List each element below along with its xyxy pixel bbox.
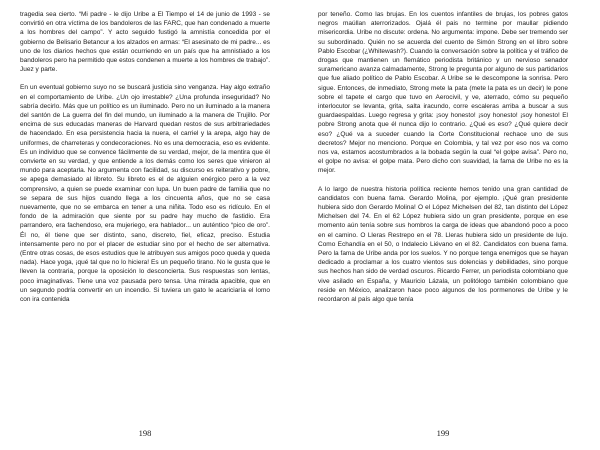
- right-page: [318, 10, 568, 438]
- paragraph: por teneño. Como las brujas. En los cuentos infantiles de brujas, los pobres gatos negros maúllan aterrorizados. Ojalá él pais no termine por maullar pidiendo misericordia. Uribe no discute: ordena. No argumenta: impone. Debe ser tremendo ser su subordinado. Quién no se acuerda del cuento de Simón Strong en el libro sobre Pablo Escobar (¿Whitewash?). Cuando la conversación sobre la política y el tráfico de drogas que mantienen un flemático periodista británico y un nervioso senador suramericano avanza calmadamente, Strong le pregunta por alguno de sus partidarios que fue aliado político de Pablo Escobar. A Uribe se le descompone la sonrisa. Pero sigue. Entonces, de inmediato, Strong mete la pata (mete la pata es un decir) le pone sobre el tapete el cargo que tuvo en Aerocivil, y ve, aterrado, cómo su pequeño interlocutor se levanta, grita, salta iracundo, corre escaleras arriba a buscar a sus guardaespaldas. Luego regresa y grita: ¡soy honesto! ¡soy honesto! ¡soy honesto! El pobre Strong anota que él nunca dijo lo contrario. ¿Qué es eso? ¿Qué quiere decir eso? ¿Qué va a suceder cuando la Corte Constitucional rechace uno de sus decretos? Mejor no menciono. Porque en Colombia, y tal vez por eso nos va como nos va, estamos acostumbrados a la bobada según la cual “el golpe avisa”. Pero no, el golpe no avisa: el golpe mata. Pero dicho con suavidad, la fama de Uribe no es la mejor.: [318, 11, 568, 175]
- left-page: [20, 10, 270, 438]
- left-page-body: [20, 10, 270, 304]
- paragraph: tragedia sea cierto. “Mi padre - le dijo Uribe a El Tiempo el 14 de junio de 1993 - se convirtió en otra víctima de los bandoleros de las FARC, que han condenado a muerte a los hombres del campo”. Y acto seguido fustigó la amnistía concedida por el gobierno de Belisario Betancur a los alzados en armas: “El asesinato de mi padre... es uno de los diarios hechos que están ocurriendo en un país que ha amnistiado a los bandoleros pero ha permitido que estos condenen a muerte a los hombres de trabajo”. Juez y parte.: [20, 11, 270, 74]
- right-page-body: [318, 10, 568, 304]
- page-number: 199: [436, 428, 450, 438]
- paragraph: En un eventual gobierno suyo no se buscará justicia sino venganza. Hay algo extraño en el comportamiento de Uribe. ¿Un ojo irrestable? ¿Una profunda inseguridad? No sabría decirlo. Más que un político es un iluminado. Pero no un iluminado a la manera del santón de La guerra del fin del mundo, un iluminado a la manera de Trujillo. Por encima de sus educadas maneras de Harvard quedan restos de sus arbitrariedades de hacendado. En esa persistencia hacia la nuera, el carriel y la arepa, algo hay de uniformes, de charreteras y condecoraciones. No es una democracia, eso es evidente. Es un individuo que se convence fácilmente de su verdad, mejor, de la mentira que él convierte en su verdad, y que entiende a los demás como los seres que vinieron al mundo para aceptarla. No argumenta con facilidad, su discurso es reiterativo y pobre, se apega demasiado al libreto. Su libreto es el de alguien enérgico pero a la vez comprensivo, a quien se puede examinar con lupa. Un buen padre de familia que no se separa de sus hijos cuando llega a los cincuenta años, que no se casa nuevamente, que no se embarca en tener a una niñita. Todo eso es ridículo. En el fondo de la admiración que siente por su padre hay mucho de fastidio. Era parrandero, era fachendoso, era mujeriego, era hablador... un auténtico “pico de oro”. Él no, él tiene que ser distinto, sano, discreto, fiel, eficaz, preciso. Estudia intensamente pero no por el placer de estudiar sino por el hecho de ser alternativa. (Entre otras cosas, de esos estudios que le atribuyen sus amigos poco queda y queda nada). Hace yoga, ¡qué tal que no lo hiciera! Es un pequeño tirano. No le gusta que le lleven la contraria, porque la oposición lo desconcierta. Sus respuestas son lentas, poco imaginativas. Tiene una voz pausada pero tensa. Una mirada apacible, que en un segundo podría convertir en un incendio. Si tuviera un gato le acariciaría el lomo con ira contenida: [20, 84, 270, 304]
- page-number: 198: [138, 428, 152, 438]
- paragraph: A lo largo de nuestra historia política reciente hemos tenido una gran cantidad de candidatos con buena fama. Gerardo Molina, por ejemplo. ¡Qué gran presidente hubiera sido don Gerardo Molina! O el López Michelsen del 82, tan distinto del López Michelsen del 74. En el 62 López hubiera sido un gran presidente, porque en ese momento aún tenía sobre sus hombros la carga de ideas que abandonó poco a poco en el camino. O Lleras Restrepo en el 78. Lleras hubiera sido un presidente de lujo. Como Echandía en el 50, o Indalecio Liévano en el 82. Candidatos con buena fama. Pero la fama de Uribe anda por los suelos. Y no porque tenga enemigos que se hayan dedicado a proclamar a los cuatro vientos sus dolencias y debilidades, sino porque sus hechos han sido de verdad oscuros. Ricardo Ferrer, un periodista colombiano que vive asilado en España, y Mauricio Lázala, un politólogo también colombiano que reside en México, analizaron hace poco algunos de los pormenores de Uribe y le recordaron al país algo que tenía: [318, 185, 568, 304]
